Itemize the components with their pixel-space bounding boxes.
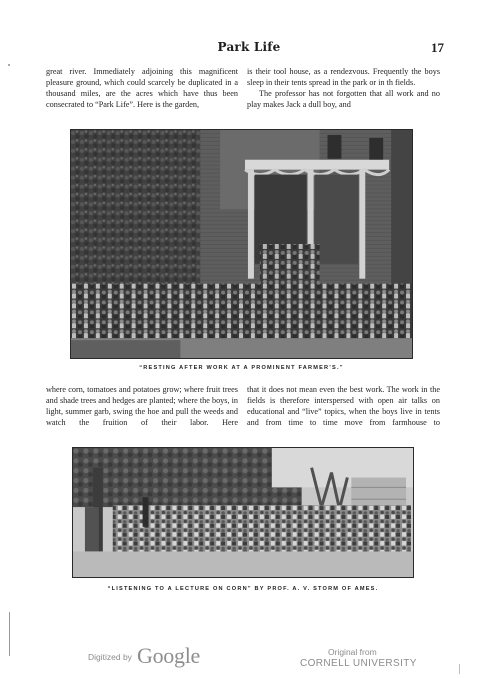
photo-resting-after-work <box>70 129 413 359</box>
text-column-top-left <box>46 66 238 110</box>
text-column-middle-left <box>46 384 238 428</box>
paragraph: that it does not mean even the best work. The work in the fields is therefore interspersed with open air talks on educational and “live” topics, when the boys live in tents and from time to time move from farmhouse to <box>247 385 440 427</box>
paragraph: The professor has not forgotten that all work and no play makes Jack a dull boy, and <box>247 89 440 109</box>
digitized-by-label: Digitized by <box>88 652 132 662</box>
page-number: 17 <box>431 40 444 55</box>
photo-resting-image <box>71 130 412 358</box>
paragraph: great river. Immediately adjoining this magnificent pleasure ground, which could scarcely be duplicated in a thousand miles, are the acres which have thus been consecrated to “Park Life”. Here is the garden, <box>46 67 238 109</box>
google-logo: Google <box>137 643 200 668</box>
photo-lecture-on-corn <box>72 447 414 578</box>
running-title: Park Life <box>217 40 281 54</box>
text-column-top-right <box>247 66 440 110</box>
institution-name: CORNELL UNIVERSITY <box>300 658 417 669</box>
photo-caption-resting: “RESTING AFTER WORK AT A PROMINENT FARMER’S.” <box>139 365 344 371</box>
text-column-middle-right <box>247 384 440 428</box>
paragraph: where corn, tomatoes and potatoes grow; where fruit trees and shade trees and hedges are planted; where the boys, in light, summer garb, swing the hoe and pull the weeds and watch the fruition of their labor. Here <box>46 385 238 427</box>
scan-speck <box>8 64 10 66</box>
photo-lecture-image <box>73 448 413 577</box>
scan-edge-line <box>9 612 10 656</box>
scan-edge-tick <box>459 664 460 674</box>
original-from-label: Original from <box>328 647 377 657</box>
paragraph: is their tool house, as a rendezvous. Frequently the boys sleep in their tents spread in the park or in th fields. <box>247 67 440 87</box>
photo-caption-lecture: “LISTENING TO A LECTURE ON CORN” BY PROF. A. V. STORM OF AMES. <box>107 586 379 592</box>
